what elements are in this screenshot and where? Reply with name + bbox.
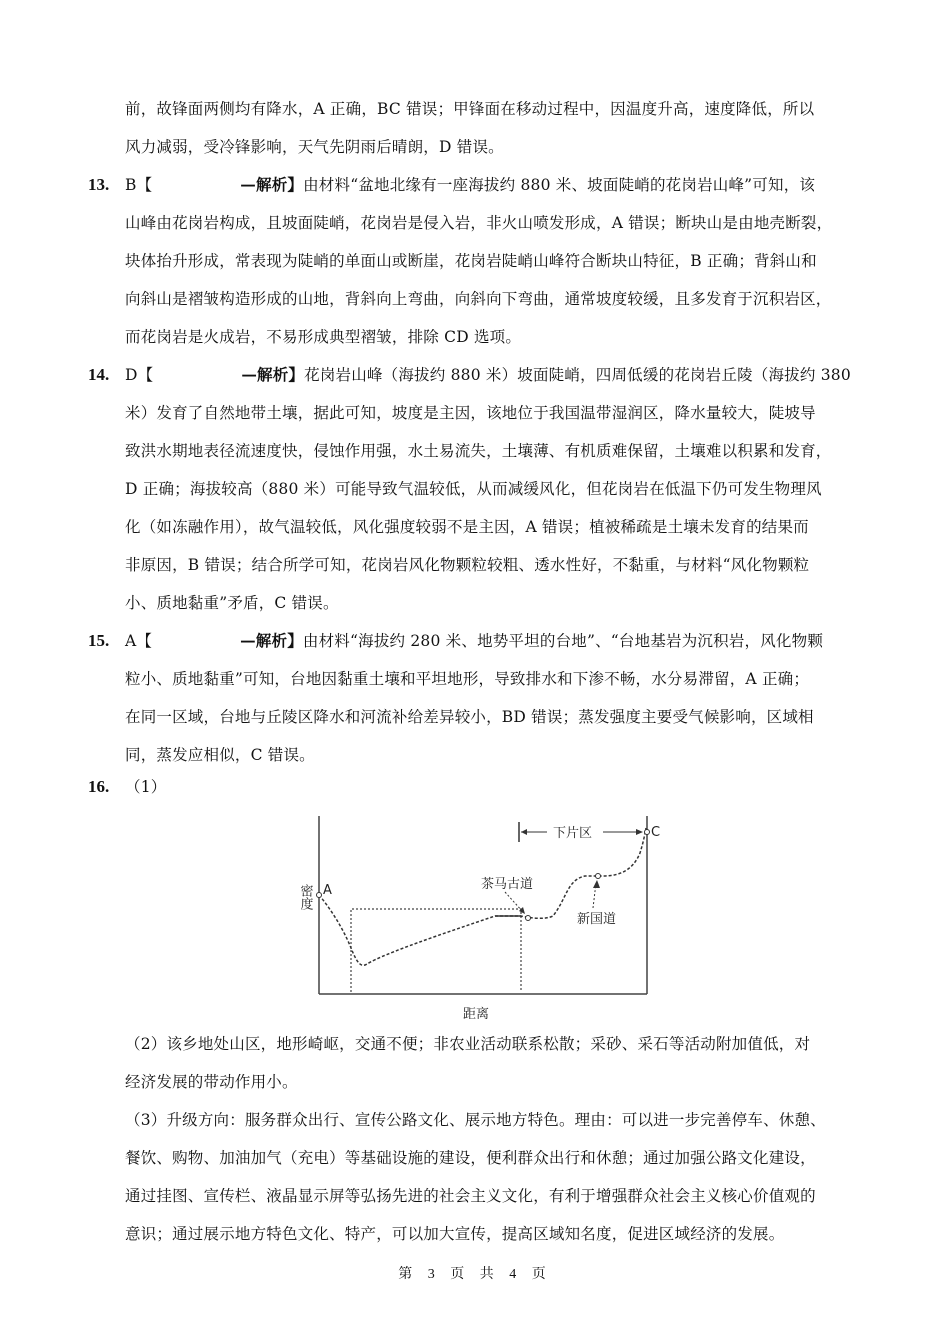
point-c-marker (645, 830, 650, 835)
text-line: 通过挂图、宣传栏、液晶显示屏等弘扬先进的社会主义文化，有利于增强群众社会主义核心价值观的 (125, 1187, 816, 1205)
label-point-a: A (323, 883, 332, 898)
analysis-tag: —解析】 (241, 365, 305, 384)
text-line: （3）升级方向：服务群众出行、宣传公路文化、展示地方特色。理由：可以进一步完善停车、休憩、 (125, 1111, 826, 1129)
text-line: 同，蒸发应相似，C 错误。 (125, 746, 315, 764)
pointer-head-icon (593, 880, 600, 888)
y-axis-label: 密度 (297, 884, 313, 910)
x-axis-label: 距离 (463, 1007, 490, 1022)
text-line: 前，故锋面两侧均有降水，A 正确，BC 错误；甲锋面在移动过程中，因温度升高，速度降低，所以 (125, 100, 815, 118)
text-line: 致洪水期地表径流速度快，侵蚀作用强，水土易流失，土壤薄、有机质难保留，土壤难以积累和发育， (125, 442, 832, 460)
text-line: 粒小、质地黏重”可知，台地因黏重土壤和平坦地形，导致排水和下渗不畅，水分易滞留，A 正确； (125, 670, 810, 688)
text-line: 花岗岩山峰（海拔约 880 米）坡面陡峭，四周低缓的花岗岩丘陵（海拔约 380 (304, 366, 851, 384)
text-line: 由材料“盆地北缘有一座海拔约 880 米、坡面陡峭的花岗岩山峰”可知，该 (303, 176, 816, 194)
text-line: 而花岗岩是火成岩，不易形成典型褶皱，排除 CD 选项。 (125, 328, 522, 346)
text-line: 小、质地黏重”矛盾，C 错误。 (125, 594, 339, 612)
answer-letter: A【 (125, 632, 153, 650)
text-line: 米）发育了自然地带土壤，据此可知，坡度是主因，该地位于我国温带湿润区，降水量较大，陡坡导 (125, 404, 816, 422)
question-14-first-line (125, 365, 865, 385)
new-national-road-marker (596, 874, 601, 879)
text-line: D 正确；海拔较高（880 米）可能导致气温较低，从而减缓风化，但花岗岩在低温下仍可发生物理风 (125, 480, 822, 498)
text-line: 在同一区域，台地与丘陵区降水和河流补给差异较小，BD 错误；蒸发强度主要受气候影响，区域相 (125, 708, 814, 726)
question-number-13: 13. (88, 175, 110, 194)
guide-dotted-lines (351, 909, 521, 992)
text-line: 由材料“海拔约 280 米、地势平坦的台地”、“台地基岩为沉积岩，风化物颗 (302, 632, 824, 650)
text-line: 经济发展的带动作用小。 (125, 1073, 298, 1091)
question-number-15: 15. (88, 631, 110, 650)
analysis-tag: —解析】 (240, 631, 303, 650)
text-line: 化（如冻融作用），故气温较低，风化强度较弱不是主因，A 错误；植被稀疏是土壤未发育的结果而 (125, 518, 809, 536)
density-distance-diagram (295, 808, 685, 1028)
text-line: 意识；通过展示地方特色文化、特产，可以加大宣传，提高区域知名度，促进区域经济的发展。 (125, 1225, 785, 1243)
tea-horse-road-marker (526, 916, 531, 921)
question-16-part1-label: （1） (125, 778, 167, 796)
diagram-svg (295, 808, 685, 1028)
question-number-16: 16. (88, 777, 110, 796)
page-footer: 第 3 页 共 4 页 (398, 1267, 552, 1282)
text-line: 餐饮、购物、加油加气（充电）等基础设施的建设，便利群众出行和休憩；通过加强公路文化建设， (125, 1149, 816, 1167)
point-a-marker (317, 893, 322, 898)
question-13-first-line (125, 175, 865, 195)
question-number-14: 14. (88, 365, 110, 384)
text-line: 块体抬升形成，常表现为陡峭的单面山或断崖，花岗岩陡峭山峰符合断块山特征，B 正确；背斜山和 (125, 252, 817, 270)
arrow-right-head-icon (636, 829, 643, 835)
density-curve (319, 828, 646, 965)
text-line: 风力减弱，受冷锋影响，天气先阴雨后晴朗，D 错误。 (125, 138, 504, 156)
arrow-left-head-icon (521, 829, 527, 835)
label-tea-horse-road: 茶马古道 (481, 877, 534, 892)
answer-letter: B【 (125, 176, 153, 194)
text-line: 非原因，B 错误；结合所学可知，花岗岩风化物颗粒较粗、透水性好，不黏重，与材料“风化物颗粒 (125, 556, 810, 574)
analysis-tag: —解析】 (240, 175, 304, 194)
question-15-first-line (125, 631, 865, 651)
text-line: （2）该乡地处山区，地形崎岖，交通不便；非农业活动联系松散；采砂、采石等活动附加值低，对 (125, 1035, 811, 1053)
text-line: 山峰由花岗岩构成，且坡面陡峭，花岗岩是侵入岩，非火山喷发形成，A 错误；断块山是由地壳断裂， (125, 214, 833, 232)
label-lower-district: 下片区 (553, 826, 593, 841)
label-point-c: C (651, 825, 661, 840)
text-line: 向斜山是褶皱构造形成的山地，背斜向上弯曲，向斜向下弯曲，通常坡度较缓，且多发育于沉积岩区， (125, 290, 832, 308)
label-new-national-road: 新国道 (577, 912, 617, 927)
answer-letter: D【 (125, 366, 154, 384)
